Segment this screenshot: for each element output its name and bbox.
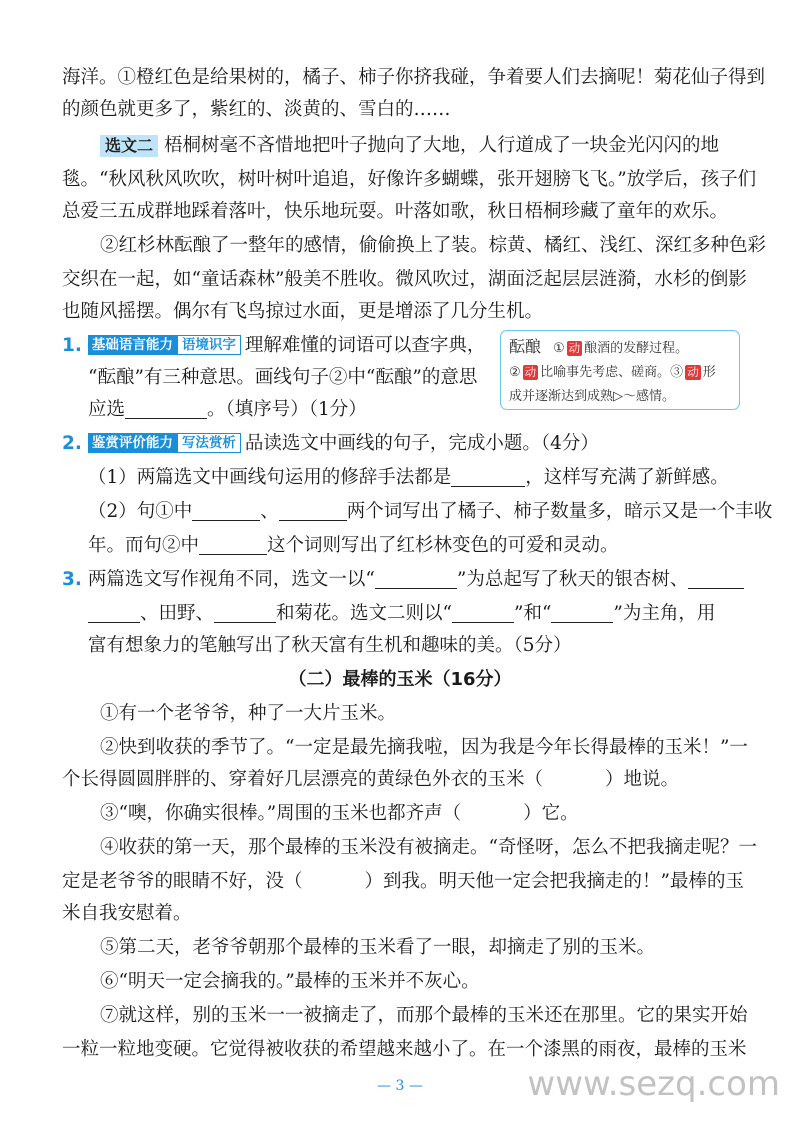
- badge-sub: 语境识字: [177, 335, 241, 355]
- passage-label: 选文二: [100, 135, 158, 157]
- answer-blank[interactable]: [199, 534, 267, 555]
- answer-blank[interactable]: [375, 568, 457, 589]
- meaning-text: 形: [702, 365, 716, 380]
- story-text: ）它。: [523, 803, 579, 824]
- story-text: 定是老爷爷的眼睛不好，没（: [62, 871, 303, 892]
- meaning-text: 比喻事先考虑、磋商。: [540, 365, 671, 380]
- question-text: ，这样写充满了新鲜感。: [525, 467, 729, 488]
- answer-blank[interactable]: [214, 602, 276, 623]
- story-line: [62, 868, 744, 896]
- passage-line: ②红杉林酝酿了一整年的感情，偷偷换上了装。棕黄、橘红、浅红、深红多种色彩: [100, 235, 767, 256]
- badge-main: 基础语言能力: [88, 335, 177, 355]
- question-line: [88, 600, 715, 628]
- answer-blank[interactable]: [279, 500, 347, 521]
- story-line: 一粒一粒地变硬。它觉得被收获的希望越来越小了。在一个漆黑的雨夜，最棒的玉米: [62, 1039, 747, 1060]
- badge-sub: 写法赏析: [177, 433, 241, 453]
- story-text: 个长得圆圆胖胖的、穿着好几层漂亮的黄绿色外衣的玉米（: [62, 769, 544, 790]
- story-line: [62, 766, 679, 794]
- question-text: （2）句①中: [88, 501, 193, 522]
- meaning-number: ③: [670, 365, 684, 380]
- question-text: 这个词则写出了红杉林变色的可爱和灵动。: [267, 535, 619, 556]
- question-number: 3.: [62, 569, 82, 590]
- question-text: ”为主角，用: [613, 603, 716, 624]
- question-text: 年。而句②中: [88, 535, 200, 556]
- story-paragraph: ①有一个老爷爷，种了一大片玉米。: [100, 703, 397, 724]
- dictionary-line: [509, 361, 731, 385]
- passage-line: 也随风摇摆。偶尔有飞鸟掠过水面，更是增添了几分生机。: [62, 301, 544, 322]
- question-number: 1.: [62, 335, 82, 356]
- meaning-number: ②: [509, 365, 521, 380]
- part-of-speech-tag: 动: [687, 365, 699, 379]
- answer-blank[interactable]: [192, 500, 260, 521]
- story-paragraph: ④收获的第一天，那个最棒的玉米没有被摘走。“奇怪呀，怎么不把我摘走呢？一: [100, 837, 757, 858]
- dictionary-line: 成并逐渐达到成熟▷～感情。: [509, 389, 675, 404]
- question-text: （1）两篇选文中画线句运用的修辞手法都是: [88, 467, 452, 488]
- badge-main: 鉴赏评价能力: [88, 433, 177, 453]
- story-paragraph: ⑤第二天，老爷爷朝那个最棒的玉米看了一眼，却摘走了别的玉米。: [100, 937, 656, 958]
- section-title: （二）最棒的玉米（16分）: [288, 669, 512, 690]
- question-text: 品读选文中画线的句子，完成小题。（4分）: [244, 433, 599, 454]
- story-paragraph: ②快到收获的季节了。“一定是最先摘我啦，因为我是今年长得最棒的玉米！”一: [100, 737, 748, 758]
- answer-blank[interactable]: [452, 602, 514, 623]
- sub-question-2: [88, 498, 772, 526]
- answer-blank[interactable]: [88, 602, 140, 623]
- passage2-first-line: [100, 132, 719, 160]
- passage-text: 梧桐树毫不吝惜地把叶子抛向了大地，人行道成了一块金光闪闪的地: [164, 135, 720, 156]
- question-text: 应选: [88, 399, 126, 420]
- passage-line: 的颜色就更多了，紫红的、淡黄的、雪白的……: [62, 99, 451, 120]
- meaning-text: 酿酒的发酵过程。: [584, 341, 689, 356]
- question-line: [88, 396, 367, 424]
- answer-blank[interactable]: [551, 602, 613, 623]
- skill-badge: [88, 335, 241, 355]
- watermark: www.sezq.com: [527, 1064, 780, 1104]
- dictionary-line: [509, 335, 731, 361]
- question-2: [62, 430, 599, 458]
- story-line: 米自我安慰着。: [62, 903, 192, 924]
- question-line: 富有想象力的笔触写出了秋天富有生机和趣味的美。（5分）: [88, 635, 572, 656]
- dictionary-box: [500, 330, 740, 410]
- answer-blank[interactable]: [688, 568, 744, 589]
- story-paragraph: ⑦就这样，别的玉米一一被摘走了，而那个最棒的玉米还在那里。它的果实开始: [100, 1005, 748, 1026]
- passage-line: 交织在一起，如“童话森林”般美不胜收。微风吹过，湖面泛起层层涟漪，水杉的倒影: [62, 269, 747, 290]
- passage-line: 海洋。①橙红色是给果树的，橘子、柿子你挤我碰，争着要人们去摘呢！菊花仙子得到: [62, 67, 766, 88]
- question-text: 和菊花。选文二则以“: [276, 603, 452, 624]
- answer-blank[interactable]: [451, 466, 525, 487]
- story-text: ③“噢，你确实很棒。”周围的玉米也都齐声（: [100, 803, 462, 824]
- question-text: 、田野、: [140, 603, 215, 624]
- part-of-speech-tag: 动: [524, 365, 537, 379]
- story-paragraph: ⑥“明天一定会摘我的。”最棒的玉米并不灰心。: [100, 971, 480, 992]
- question-number: 2.: [62, 433, 82, 454]
- answer-blank[interactable]: [125, 398, 207, 419]
- question-3: [62, 566, 744, 594]
- question-text: ”为总起写了秋天的银杏树、: [456, 569, 689, 590]
- dictionary-headword: 酝酿: [509, 337, 542, 356]
- question-text: ”和“: [513, 603, 552, 624]
- question-line: “酝酿”有三种意思。画线句子②中“酝酿”的意思: [88, 367, 478, 388]
- meaning-number: ①: [553, 341, 565, 356]
- skill-badge: [88, 433, 241, 453]
- part-of-speech-tag: 动: [568, 341, 581, 355]
- passage-line: 毯。“秋风秋风吹吹，树叶树叶追追，好像许多蝴蝶，张开翅膀飞飞。”放学后，孩子们: [62, 169, 757, 190]
- question-text: 两个词写出了橘子、柿子数量多，暗示又是一个丰收: [346, 501, 773, 522]
- story-text: ）地说。: [605, 769, 680, 790]
- sub-question-1: [88, 464, 729, 492]
- question-1: [62, 332, 485, 360]
- story-text: ）到我。明天他一定会把我摘走的！”最棒的玉: [364, 871, 744, 892]
- passage-line: 总爱三五成群地踩着落叶，快乐地玩耍。叶落如歌，秋日梧桐珍藏了童年的欢乐。: [62, 201, 729, 222]
- question-text: 理解难懂的词语可以查字典，: [244, 335, 486, 356]
- question-text: 。（填序号）（1分）: [207, 399, 367, 420]
- sub-question-2-cont: [88, 532, 619, 560]
- page-number: — 3 —: [377, 1078, 423, 1094]
- question-text: 、: [260, 501, 279, 522]
- story-paragraph: [100, 800, 579, 828]
- question-text: 两篇选文写作视角不同，选文一以“: [87, 569, 375, 590]
